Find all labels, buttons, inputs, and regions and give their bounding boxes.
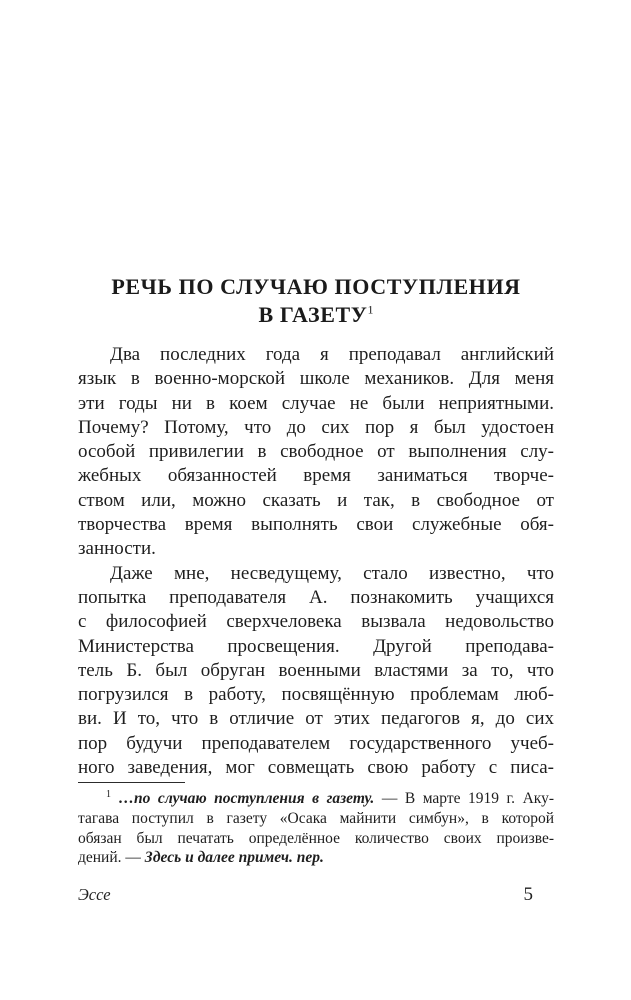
footnote-line [78,789,554,809]
text-line: особой привилегии в свободное от выполнения слу- [78,441,554,463]
text-line: Почему? Потому, что до сих пор я был удостоен [78,416,554,438]
footnote-phrase: Здесь и далее примеч. пер. [144,849,324,867]
text-line: язык в военно-морской школе механиков. Для меня [78,368,554,390]
paragraph-1 [78,343,554,562]
page-title [78,273,554,329]
page-number: 5 [523,884,533,905]
text-line: творчества время выполнять свои служебные обя- [78,514,554,536]
footnote-marker: 1 [106,789,111,801]
paragraph-2 [78,562,554,781]
section-label: Эссе [78,885,111,904]
text-line: Два последних года я преподавал английский [110,344,554,365]
text-line: Министерства просвещения. Другой преподава- [78,635,554,657]
text-line: с философией сверхчеловека вызвала недовольство [78,611,554,633]
text-line: ством или, можно сказать и так, в свободное от [78,489,554,511]
text-line: занности. [78,538,156,560]
footnote-line [78,848,554,868]
footnote [78,789,554,867]
text-line: ви. И то, что в отличие от этих педагогов я, до сих [78,708,554,730]
text-line: погрузился в работу, посвящённую проблемам люб- [78,684,554,706]
title-line-2 [78,301,554,329]
text-line: попытка преподавателя А. познакомить учащихся [78,586,554,608]
text-line: ного заведения, мог совмещать свою работу с писа- [78,757,554,779]
text-line: пор будучи преподавателем государственного учеб- [78,732,554,754]
footnote-phrase: …по случаю поступления в газету. [118,790,375,808]
footnote-line: тагава поступил в газету «Осака майнити симбун», в которой [78,809,554,827]
text-block [78,273,554,868]
text-line: Даже мне, несведущему, стало известно, что [110,562,554,584]
running-footer [78,884,554,906]
text-line: жебных обязанностей время заниматься творче- [78,465,554,487]
footnote-rule [78,782,185,783]
title-line-2-text: В ГАЗЕТУ [258,302,368,327]
footnote-reference: 1 [367,302,374,317]
text-line: тель Б. был обруган военными властями за то, что [78,659,554,681]
footnote-text: — В марте 1919 г. Аку- [381,790,554,808]
footnote-text: дений. — [78,849,141,867]
title-line-1: РЕЧЬ ПО СЛУЧАЮ ПОСТУПЛЕНИЯ [111,274,521,299]
footnote-line: обязан был печатать определённое количество своих произве- [78,829,554,847]
text-line: эти годы ни в коем случае не были неприятными. [78,392,554,414]
